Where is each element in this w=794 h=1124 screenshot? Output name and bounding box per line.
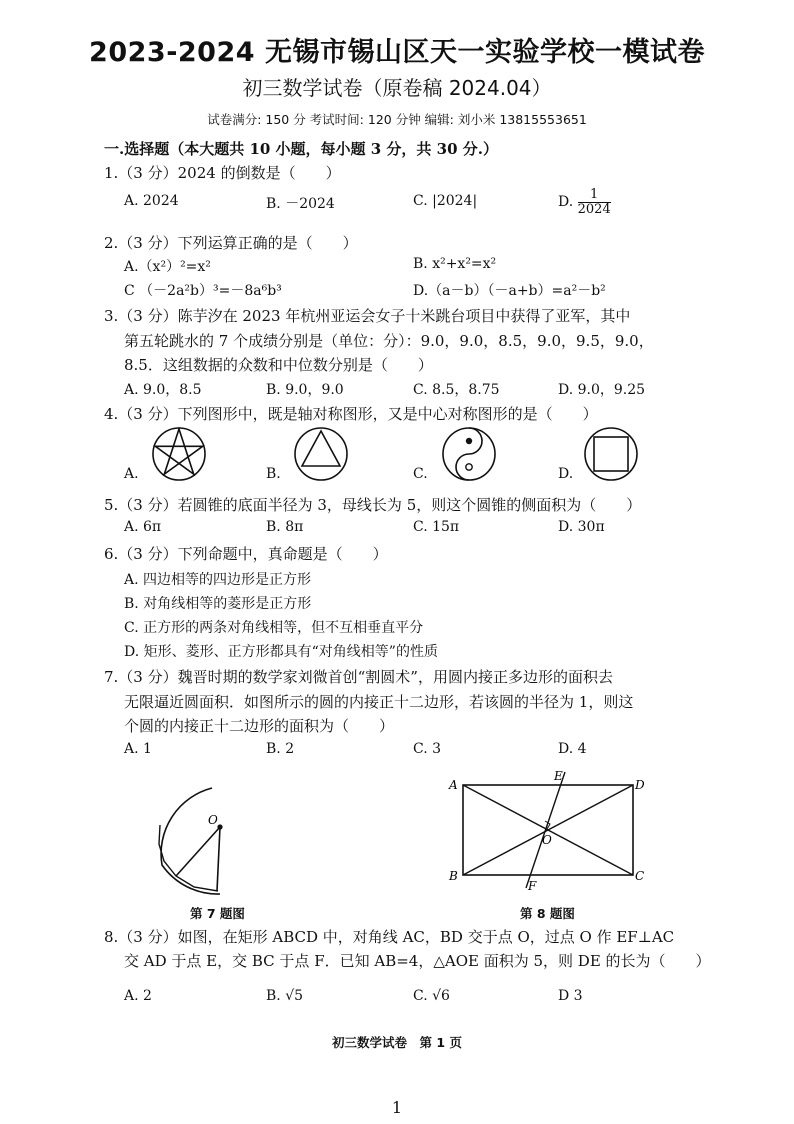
section-heading: 一.选择题（本大题共 10 小题，每小题 3 分，共 30 分.） (104, 140, 498, 158)
q5-option-d: D. 30π (558, 519, 605, 535)
q3-line1: 3.（3 分）陈芋汐在 2023 年杭州亚运会女子十米跳台项目中获得了亚军，其中 (104, 307, 631, 325)
square-in-circle-figure (582, 425, 640, 483)
q4-option-c: C. (413, 466, 428, 482)
q3-option-d: D. 9.0，9.25 (558, 382, 646, 398)
triangle-in-circle-figure (292, 425, 350, 483)
q1-option-d-label: D. (558, 194, 574, 211)
q3-line2: 第五轮跳水的 7 个成绩分别是（单位：分）：9.0，9.0，8.5，9.0，9.5，9.0， (124, 332, 654, 350)
q8-option-c: C. √6 (413, 988, 450, 1004)
q5-stem: 5.（3 分）若圆锥的底面半径为 3，母线长为 5，则这个圆锥的侧面积为（ ） (104, 496, 642, 514)
q1-option-c: C. |2024| (413, 193, 478, 209)
q8-option-b: B. √5 (266, 988, 304, 1004)
fraction-denominator: 2024 (577, 201, 611, 217)
point-o-label: O (208, 813, 218, 827)
q7-line3: 个圆的内接正十二边形的面积为（ ） (124, 717, 395, 735)
q7-option-d: D. 4 (558, 741, 587, 757)
q1-stem: 1.（3 分）2024 的倒数是（ ） (104, 164, 341, 182)
page-number: 1 (391, 1098, 403, 1117)
figure-7-circle-dodecagon (150, 770, 290, 896)
q5-option-a: A. 6π (124, 519, 162, 535)
fraction-numerator: 1 (578, 188, 611, 203)
q2-option-b: B. x²+x²=x² (413, 256, 497, 272)
q4-option-a: A. (124, 466, 139, 482)
q7-option-a: A. 1 (124, 741, 152, 757)
q4-stem: 4.（3 分）下列图形中，既是轴对称图形，又是中心对称图形的是（ ） (104, 405, 598, 423)
point-c-label: C (635, 869, 645, 883)
figure-8-rectangle (446, 768, 656, 894)
q2-stem: 2.（3 分）下列运算正确的是（ ） (104, 234, 358, 252)
point-b-label: B (449, 869, 458, 883)
q6-option-b: B. 对角线相等的菱形是正方形 (124, 596, 312, 612)
q1-option-a: A. 2024 (124, 193, 179, 209)
exam-title: 2023-2024 无锡市锡山区天一实验学校一模试卷 (89, 37, 705, 68)
q7-option-c: C. 3 (413, 741, 442, 757)
q2-option-d: D.（a－b）（－a+b）=a²－b² (413, 283, 606, 299)
q5-option-c: C. 15π (413, 519, 460, 535)
q2-option-c: C （－2a²b）³=－8a⁶b³ (124, 283, 282, 299)
point-a-label: A (449, 778, 458, 792)
q6-stem: 6.（3 分）下列命题中，真命题是（ ） (104, 545, 388, 563)
q7-option-b: B. 2 (266, 741, 295, 757)
q1-option-d (558, 188, 611, 216)
point-e-label: E (554, 769, 563, 783)
exam-subtitle: 初三数学试卷（原卷稿 2024.04） (242, 76, 552, 100)
q2-option-a: A.（x²）²=x² (124, 259, 211, 275)
q7-line1: 7.（3 分）魏晋时期的数学家刘微首创“割圆术”，用圆内接正多边形的面积去 (104, 668, 613, 686)
point-f-label: F (528, 879, 537, 893)
q6-option-c: C. 正方形的两条对角线相等，但不互相垂直平分 (124, 620, 424, 636)
q8-line1: 8.（3 分）如图，在矩形 ABCD 中，对角线 AC，BD 交于点 O，过点 O 作 EF⊥AC (104, 928, 675, 946)
q7-line2: 无限逼近圆面积．如图所示的圆的内接正十二边形，若该圆的半径为 1，则这 (124, 693, 634, 711)
point-d-label: D (635, 778, 645, 792)
fraction (578, 188, 611, 216)
q3-option-c: C. 8.5，8.75 (413, 382, 500, 398)
q8-line2: 交 AD 于点 E，交 BC 于点 F．已知 AB=4，△AOE 面积为 5，则 DE 的长为（ ） (124, 952, 711, 970)
yin-yang-figure (440, 425, 498, 483)
figure-7-caption: 第 7 题图 (190, 906, 245, 921)
q1-option-b: B. －2024 (266, 196, 335, 212)
page-footer: 初三数学试卷 第 1 页 (332, 1035, 462, 1050)
q3-option-a: A. 9.0，8.5 (124, 382, 202, 398)
q4-option-b: B. (266, 466, 281, 482)
figure-8-caption: 第 8 题图 (520, 906, 575, 921)
q5-option-b: B. 8π (266, 519, 304, 535)
q6-option-d: D. 矩形、菱形、正方形都具有“对角线相等”的性质 (124, 644, 438, 660)
q6-option-a: A. 四边相等的四边形是正方形 (124, 572, 312, 588)
q3-option-b: B. 9.0，9.0 (266, 382, 344, 398)
q3-line3: 8.5．这组数据的众数和中位数分别是（ ） (124, 356, 433, 374)
q8-option-d: D 3 (558, 988, 583, 1004)
exam-meta: 试卷满分: 150 分 考试时间: 120 分钟 编辑: 刘小米 13815553651 (207, 112, 587, 127)
star-in-circle-figure (150, 425, 208, 483)
q8-option-a: A. 2 (124, 988, 152, 1004)
q4-option-d: D. (558, 466, 574, 482)
point-o-label: O (542, 833, 552, 847)
